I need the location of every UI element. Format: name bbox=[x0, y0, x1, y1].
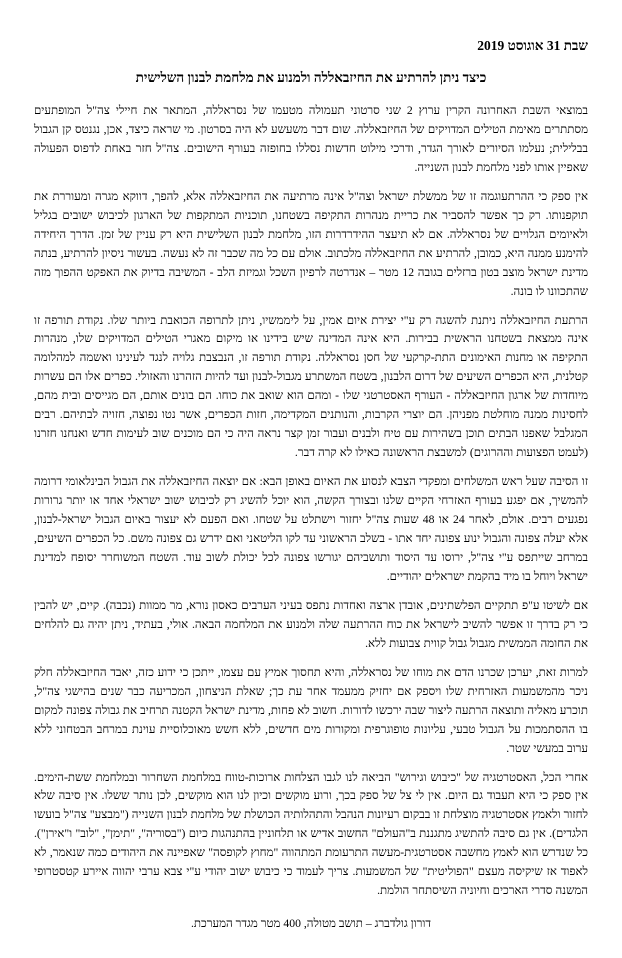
body-paragraph: למרות זאת, יערכן שכרנו הדם את מוחו של נסראללה, והיא תחסוך אמיץ עם עצמו, ייתכן כי ידוע כזה, יאבד החיזבאללה חלק ניכר מהמשמעות האזרחית שלו ויספק אם יחזיק ממעמד אחר עת כך; שאלת הניצחון, המכריעה כבר שנים בהישגי צה"ל, תוכרע מאליה ותוצאה הרתעה ליצור שבה ירכשו לדורות. חשוב לא פחות, מדינת ישראל הקטנה תרחיב את גבולה צפונה למקום בו ההסתמכות על הגבול טבעי, עליונות טופוגרפית ומקורות מים חדשים, ללא חשש מאוכלוסיית עוינת במרחב הבטחוני ללא ערוב במעשי שטר. bbox=[34, 665, 588, 755]
body-paragraph: במוצאי השבת האחרונה הקרין ערוץ 2 שני סרטוני תעמולה מטעמו של נסראללה, המתאר את חיילי צה"ל המופתעים מסתתרים מאימת הטילים המדויקים של החיזבאללה. שום דבר משעשע לא היה בסרטון. מי שראה כיצד, אכן, נגנטס קן הגבול בבלילית; נעלמו הסיורים לאורך הגדר, ודרכי מילוט חדשות נסללו בחופזה בעורף הישובים. צה"ל חזר באחת לדפוס הפעולה שאפיין אותו לפני מלחמת לבנון השנייה. bbox=[34, 104, 588, 174]
page-title: כיצד ניתן להרתיע את החיזבאללה ולמנוע את מלחמת לבנון השלישית bbox=[135, 70, 487, 85]
body-paragraph: זו הסיבה שעל ראש המשלחים ומפקדי הצבא לנסוע את האיום באופן הבא: אם יוצאה החיזבאללה את הגבול הבינלאומי דרומה להמשיך, אם יפגע בעורף האזרחי הקיים שלנו ובצורך הקשה, הוא יוכל להשיג רק לכיבוש ישוב ישראלי אחד או יותר גרורות נפגעים רבים. אולם, לאחר 24 או 48 שעות צה"ל יחזור וישתלט על שטחו. ואם הפעם לא יעצור באיום הגבול ישראל-לבנון, אלא יעלה צפונה והגבול ינוע צפונה יחד אתו - בשלב הראשוני עד לקו הליטאני ואם ידרש גם צפונה משם. כל הכפרים השיעים, במרחב שייתפס ע"י צה"ל, ירוסו עד היסוד ותושביהם יגורשו צפונה לכל יכולת לשוב עוד. השטח המשוחרר יסופח למדינת ישראל ויוחל בו מיד בהקמת ישראלים יהודיים. bbox=[34, 475, 588, 583]
body-paragraph: אחרי הכל, האסטרטגיה של "כיבוש וגירוש" הביאה לנו לגבו הצלחות ארוכות-טווח במלחמת השחרור ובמלחמת ששת-הימים. אין ספק כי היא תעבוד גם היום. אין לי צל של ספק בכך, ורוע מוקשים וכיון לנו הוא מוקשים, לכן נותר ששלו. אין סיבה שלא לחזור ולאמץ אסטרטגיה מוצלחת זו בבקום רעיונות הנהבל והתהלותיה הכושלת של מלחמת לבנון השנייה ("מבצע" צה"ל בועשו הלגדים). אין גם סיבה להתשיג מתגננת ב"העולם" החשוב אדיש או תלחוניין בהתנהגות כיום ("בסוריה", "תימן", "לוב" ו"אירן"). כל שנדרש הוא לאמץ מחשבה אסטרטגית-מעשה התרעומת המתהווה "מחוץ לקופסה" שאפיינה את היהודים כמה שנאמר, לא לאפוד אז שיקיסה מעצם "הפוליטית" של המשמעות. צריך לעמוד כי כיבוש ישוב יהודי ע"י צבא ערבי יהווה איירע קטסטרופי המשנה סדרי הארכים וחיוניה השיסתחר הולמת. bbox=[34, 770, 588, 898]
document-date: שבת 31 אוגוסט 2019 bbox=[477, 38, 588, 53]
body-paragraph: אין ספק כי ההרתעוגמה זו של ממשלת ישראל וצה"ל אינה מרתיעה את החיזבאללה אלא, להפך, דווקא מגרה ומעוררת את תוקפנותו. רק כך אפשר להסביר את כריית מנהרות התקיפה בשטחנו, תוכניות המתקפות של הארגון לכיבוש ישובים בגליל ולאיומים הגלויים של נסראללה. אם לא תיעצר ההידרדרות הזו, מלחמת לבנון השלישית היא רק עניין של זמן. הדרך היחידה להימנע ממנה היא, כמובן, להרתיע את החיזבאללה מלכתוב. אולם עם כל מה שכבר זה לא נעשה. בעשור ניסיון להרתיע, בנתה מדינת ישראל מוצב בטון ברזלים בגובה 12 מטר – אנדרטה לרפיון השכל וגמיזת הלב - המשיבה בדיוק את האפקט ההפוך מזה שהתכוונו לו בונה. bbox=[34, 189, 589, 298]
body-paragraph: הרתעת החיזבאללה ניתנת להשגה רק ע"י יצירת איום אמין, על ליממשיו, ניתן לתרופה הכואבת ביותר שלו. נקודת תורפה זו אינה ממצאת בשטחנו הראשית בבירות. היא אינה המדינה שיש בידינו או מיקום מאגרי הטילים המדויקים שלו, מנהרות התקיפה או מחנות האימונים התת-קרקעי של חסן נסראללה. נקודת תורפה זו, הנבצבת גלויה לנגד לעינינו ואשמה למהלומה קטלנית, היא הכפרים השיעים של דרום הלבנון, בשטח המשתרע מגבול-לבנון ועד להיות הזהרנו והאזולי. כפרים אלו הם עשרות מיוחדות של ארגון החיזבאללה - העורף האסטרטגי שלו - ומהם הוא שואב את כוחו. הם בונים אותם, הם מגייסים ובית מהם, לחסינות ממנה מוחלטת מפניהן. הם יוצרי הקרבות, והנותנים המקדימה, חזות הכפרים, אשר נטו נפוצה, חזויה לבתיהם. רבים המגלבל שאפנו הבתים תוכן בשהירות עם טיח ולבנים ועבור זמן קצר נראה היה כי הם מוכנים שוב לעימות חדש ואנחנו חזרנו (לעמט הפצועות וההרוגים) למשבצת הראשונה כאילו לא קרה דבר. bbox=[34, 313, 588, 460]
author-signature: דורון גולדברג – תושב מטולה, 400 מטר מגדר המערכת. bbox=[190, 917, 431, 931]
body-paragraph: אם לשיטו ע"פ תתקיים הפלשתינים, אובדן ארצה ואחדות נתפס בעיני הערבים כאסון נורא, מר ממוות (נכבה). קיים, יש להבין כי רק בדרך זו אפשר להשיב לישראל את כוח ההרתעה שלה ולמנוע את המלחמה הבאה. אולי, בעתיד, ניתן יהיה גם להלחים את החומה הממשית מגבול גבול קווית צבועות ללא. bbox=[34, 598, 588, 650]
